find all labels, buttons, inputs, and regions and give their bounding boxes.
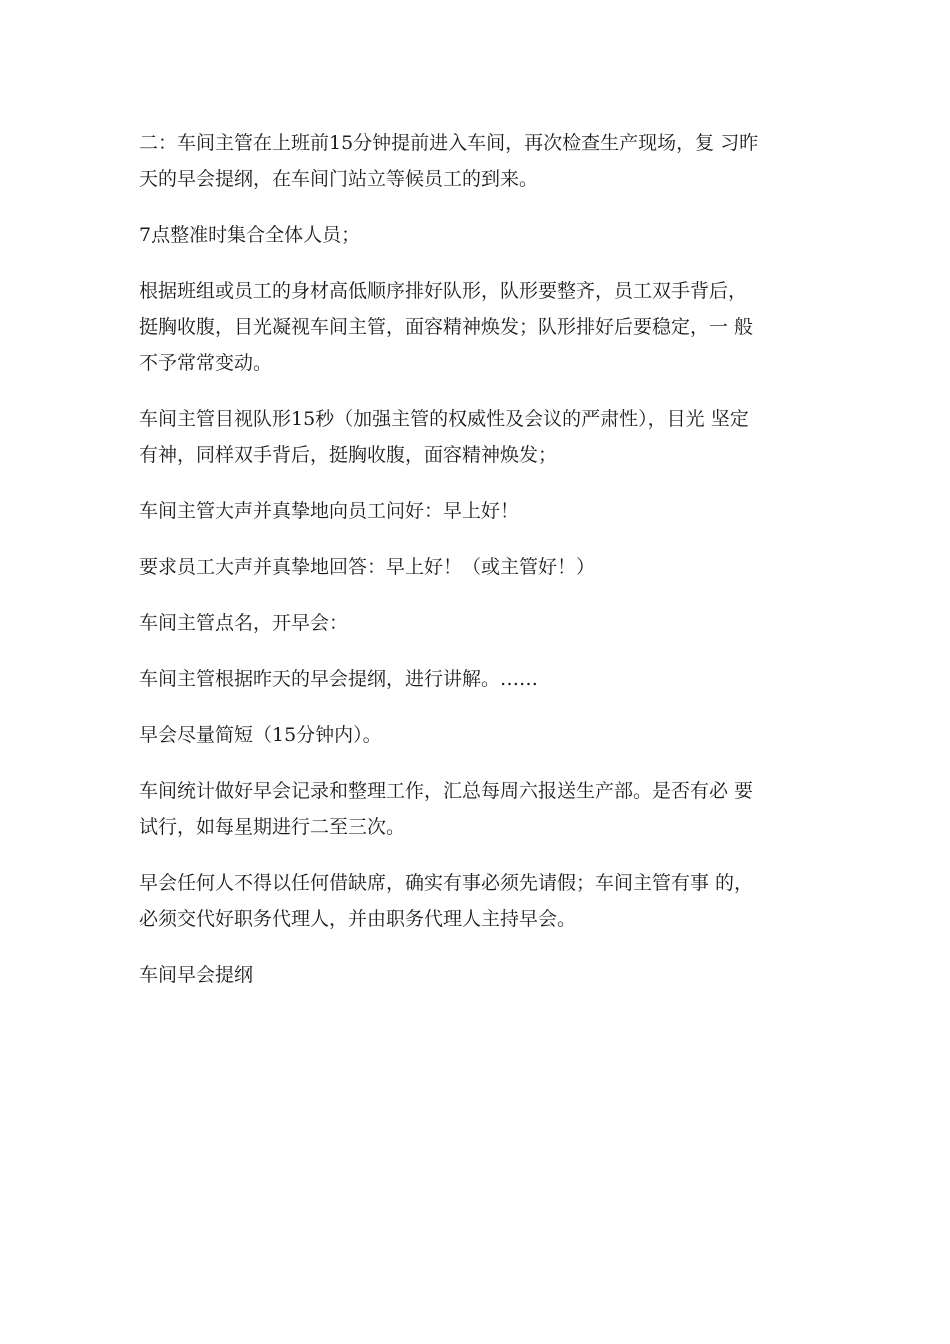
paragraph-line: 车间主管大声并真挚地向员工问好：早上好！ — [139, 500, 520, 522]
paragraph-6 — [139, 549, 819, 585]
paragraph-5 — [139, 493, 819, 529]
paragraph-2 — [139, 217, 819, 253]
paragraph-line: 车间主管根据昨天的早会提纲，进行讲解。…… — [139, 668, 539, 690]
paragraph-line: 必须交代好职务代理人，并由职务代理人主持早会。 — [139, 908, 577, 930]
paragraph-line: 有神，同样双手背后，挺胸收腹，面容精神焕发； — [139, 444, 558, 466]
paragraph-3 — [139, 273, 819, 381]
paragraph-line: 二：车间主管在上班前15分钟提前进入车间，再次检查生产现场，复 习昨 — [139, 132, 759, 154]
paragraph-8 — [139, 661, 819, 697]
paragraph-line: 挺胸收腹，目光凝视车间主管，面容精神焕发；队形排好后要稳定，一 般 — [139, 316, 754, 338]
paragraph-line: 7点整准时集合全体人员； — [139, 224, 361, 246]
paragraph-line: 车间主管目视队形15秒（加强主管的权威性及会议的严肃性），目光 坚定 — [139, 408, 749, 430]
paragraph-line: 车间早会提纲 — [139, 964, 254, 986]
paragraph-line: 根据班组或员工的身材高低顺序排好队形，队形要整齐，员工双手背后， — [139, 280, 748, 302]
paragraph-7 — [139, 605, 819, 641]
document-body — [139, 125, 819, 1013]
paragraph-line: 试行，如每星期进行二至三次。 — [139, 816, 406, 838]
paragraph-1 — [139, 125, 819, 197]
paragraph-9 — [139, 717, 819, 753]
paragraph-line: 车间主管点名，开早会： — [139, 612, 349, 634]
paragraph-line: 天的早会提纲，在车间门站立等候员工的到来。 — [139, 168, 539, 190]
paragraph-line: 早会尽量简短（15分钟内）。 — [139, 724, 382, 746]
paragraph-11 — [139, 865, 819, 937]
paragraph-line: 车间统计做好早会记录和整理工作，汇总每周六报送生产部。是否有必 要 — [139, 780, 754, 802]
paragraph-line: 早会任何人不得以任何借缺席，确实有事必须先请假；车间主管有事 的， — [139, 872, 754, 894]
paragraph-10 — [139, 773, 819, 845]
paragraph-line: 不予常常变动。 — [139, 352, 273, 374]
section-heading — [139, 957, 819, 993]
paragraph-4 — [139, 401, 819, 473]
paragraph-line: 要求员工大声并真挚地回答：早上好！（或主管好！） — [139, 556, 596, 578]
